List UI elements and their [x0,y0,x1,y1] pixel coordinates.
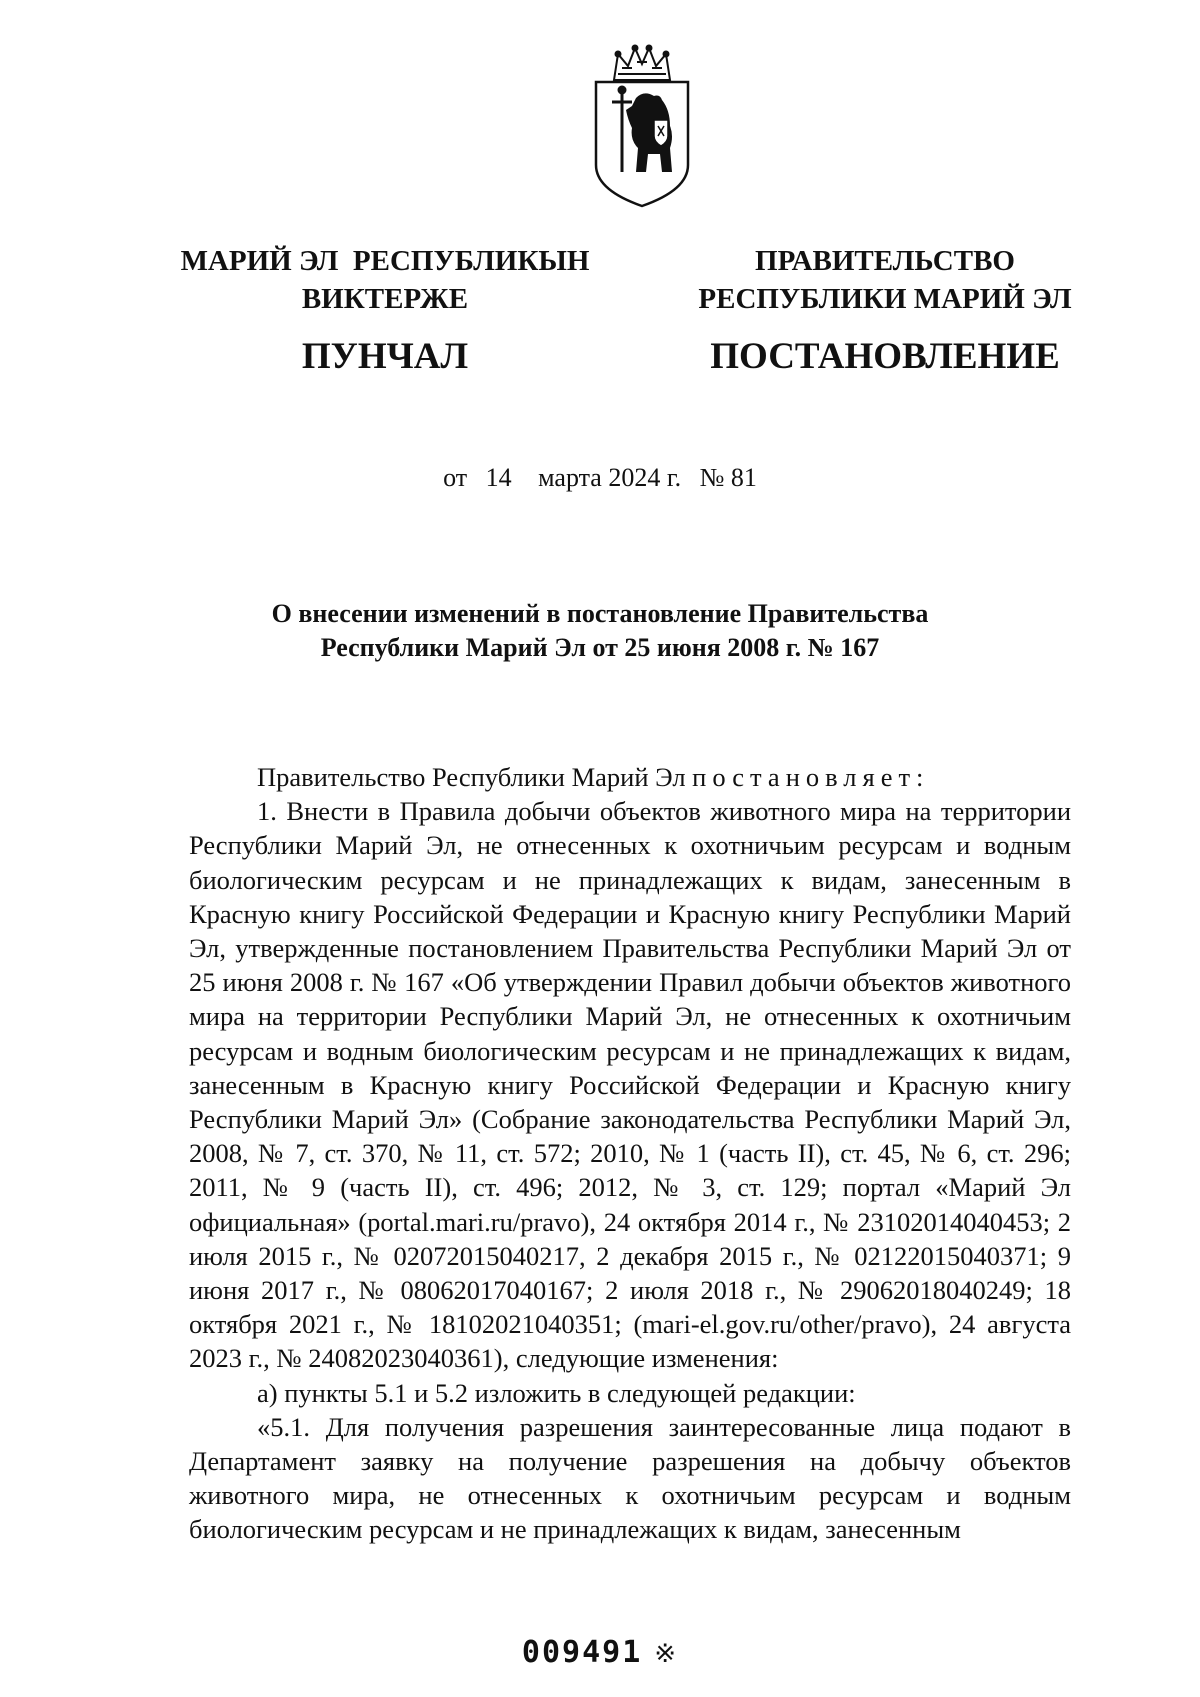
title-line-2: Республики Марий Эл от 25 июня 2008 г. № 167 [320,633,880,662]
serial-mark: ※ [654,1639,679,1669]
header-russian [650,242,1120,376]
crown-icon [614,46,670,81]
intro-decree-word: постановляет: [692,762,930,792]
paragraph-1: 1. Внести в Правила добычи объектов животного мира на территории Республики Марий Эл, не отнесенных к охотничьим ресурсам и водным биологическим ресурсам и не принадлежащих к видам, занесенным в Красную книгу Российской Федерации и Красную книгу Республики Марий Эл, утвержденные постановлением Правительства Республики Марий Эл от 25 июня 2008 г. № 167 «Об утверждении Правил добычи объектов животного мира на территории Республики Марий Эл, не отнесенных к охотничьим ресурсам и водным биологическим ресурсам и не принадлежащих к видам, занесенным в Красную книгу Российской Федерации и Красную книгу Республики Марий Эл» (Собрание законодательства Республики Марий Эл, 2008, № 7, ст. 370, № 11, ст. 572; 2010, № 1 (часть II), ст. 45, № 6, ст. 296; 2011, № 9 (часть II), ст. 496; 2012, № 3, ст. 129; портал «Марий Эл официальная» (portal.mari.ru/pravo), 24 октября 2014 г., № 23102014040453; 2 июля 2015 г., № 02072015040217, 2 декабря 2015 г., № 02122015040371; 9 июня 2017 г., № 08062017040167; 2 июля 2018 г., № 29062018040249; 18 октября 2021 г., № 18102021040351; (mari-el.gov.ru/other/pravo), 24 августа 2023 г., № 24082023040361), следующие изменения: [189,796,1071,1374]
header-left-doc-type: ПУНЧАЛ [301,336,469,377]
small-shield-icon [654,120,668,146]
serial-value: 009491 [521,1635,643,1670]
date-month-year: марта 2024 г. [538,463,682,492]
header-left-line2: ВИКТЕРЖЕ [301,283,469,315]
header-marian [150,242,620,376]
intro-paragraph [189,760,1071,794]
paragraph-2: а) пункты 5.1 и 5.2 изложить в следующей редакции: [257,1377,856,1408]
date-day: 14 [485,463,512,492]
date-prefix: от [443,463,468,492]
document-body [189,760,1071,1547]
header-right-doc-type: ПОСТАНОВЛЕНИЕ [710,336,1060,377]
paragraph-3: «5.1. Для получения разрешения заинтересованные лица подают в Департамент заявку на получение разрешения на добычу объектов животного мира, не отнесенных к охотничьим ресурсам и водным биологическим ресурсам и не принадлежащих к видам, занесенным [189,1411,1071,1545]
intro-lead: Правительство Республики Марий Эл [257,762,693,792]
serial-number [0,1635,1200,1670]
header-right-line2: РЕСПУБЛИКИ МАРИЙ ЭЛ [698,283,1072,315]
document-number: № 81 [699,463,757,492]
document-title [160,597,1040,665]
header-left-line1: МАРИЙ ЭЛ РЕСПУБЛИКЫН [180,245,590,277]
title-line-1: О внесении изменений в постановление Правительства [271,599,929,628]
document-date [0,463,1200,493]
header-right-line1: ПРАВИТЕЛЬСТВО [755,245,1015,277]
coat-of-arms-emblem [592,40,692,210]
